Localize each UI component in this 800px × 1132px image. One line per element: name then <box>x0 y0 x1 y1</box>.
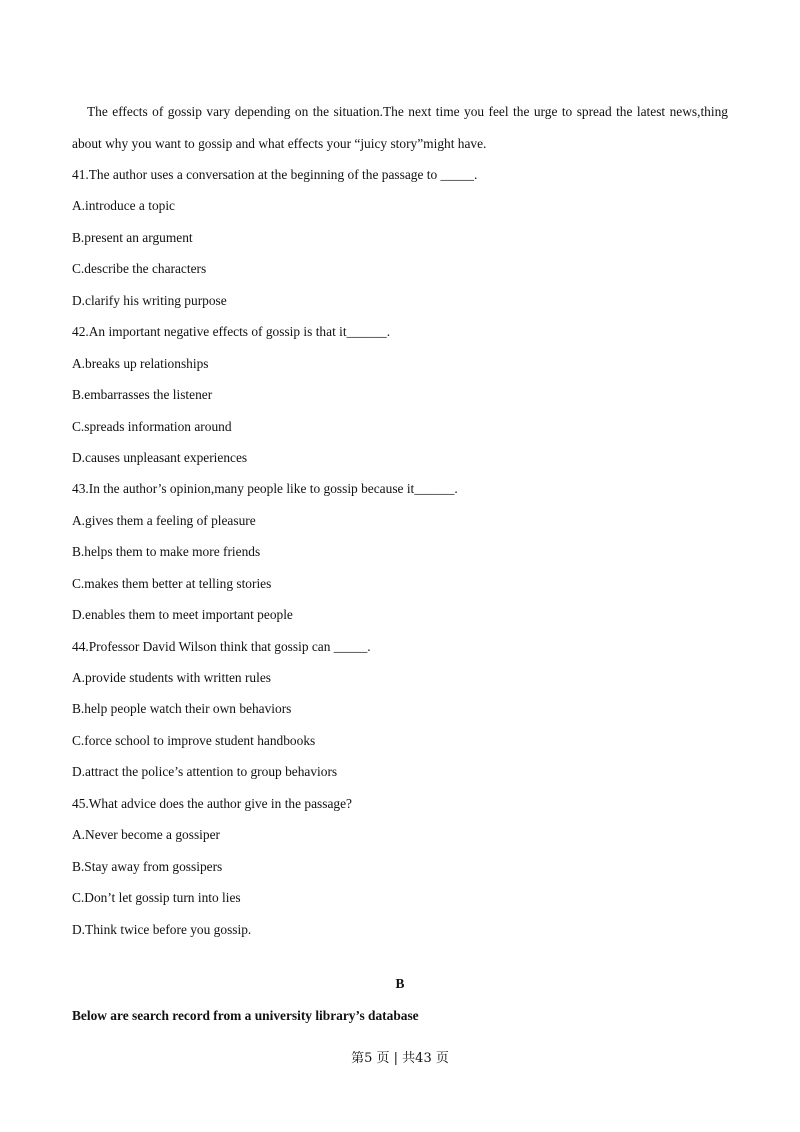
question-stem-43: 43.In the author’s opinion,many people like to gossip because it______. <box>72 481 458 497</box>
option-45-a: A.Never become a gossiper <box>72 827 220 843</box>
question-list <box>72 159 728 945</box>
option-45-d: D.Think twice before you gossip. <box>72 921 252 937</box>
option-42-c: C.spreads information around <box>72 418 232 434</box>
option-42-a: A.breaks up relationships <box>72 355 209 371</box>
section-title: Below are search record from a university library’s database <box>72 1008 419 1023</box>
option-45-c: C.Don’t let gossip turn into lies <box>72 890 241 906</box>
option-45-b: B.Stay away from gossipers <box>72 858 223 874</box>
question-stem-44: 44.Professor David Wilson think that gossip can _____. <box>72 638 371 654</box>
passage-paragraph: The effects of gossip vary depending on the situation.The next time you feel the urge to spread the latest news,thing about why you want to gossip and what effects your “juicy story”might have. <box>72 104 728 151</box>
option-44-c: C.force school to improve student handbooks <box>72 732 316 748</box>
option-42-b: B.embarrasses the listener <box>72 387 213 403</box>
question-stem-41: 41.The author uses a conversation at the beginning of the passage to _____. <box>72 167 478 182</box>
option-41-b: B.present an argument <box>72 229 193 245</box>
option-44-b: B.help people watch their own behaviors <box>72 701 292 717</box>
option-41-c: C.describe the characters <box>72 261 207 277</box>
option-44-d: D.attract the police’s attention to group behaviors <box>72 764 338 780</box>
option-43-b: B.helps them to make more friends <box>72 544 261 560</box>
option-41-a: A.introduce a topic <box>72 198 175 214</box>
page-footer: 第5 页 | 共43 页 <box>351 1051 449 1066</box>
option-43-a: A.gives them a feeling of pleasure <box>72 512 256 528</box>
option-44-a: A.provide students with written rules <box>72 670 271 685</box>
option-43-d: D.enables them to meet important people <box>72 607 293 623</box>
section-heading-letter: B <box>395 976 405 991</box>
option-43-c: C.makes them better at telling stories <box>72 575 272 591</box>
question-stem-42: 42.An important negative effects of gossip is that it______. <box>72 324 391 340</box>
option-41-d: D.clarify his writing purpose <box>72 292 227 308</box>
option-42-d: D.causes unpleasant experiences <box>72 449 248 465</box>
question-stem-45: 45.What advice does the author give in the passage? <box>72 795 352 811</box>
